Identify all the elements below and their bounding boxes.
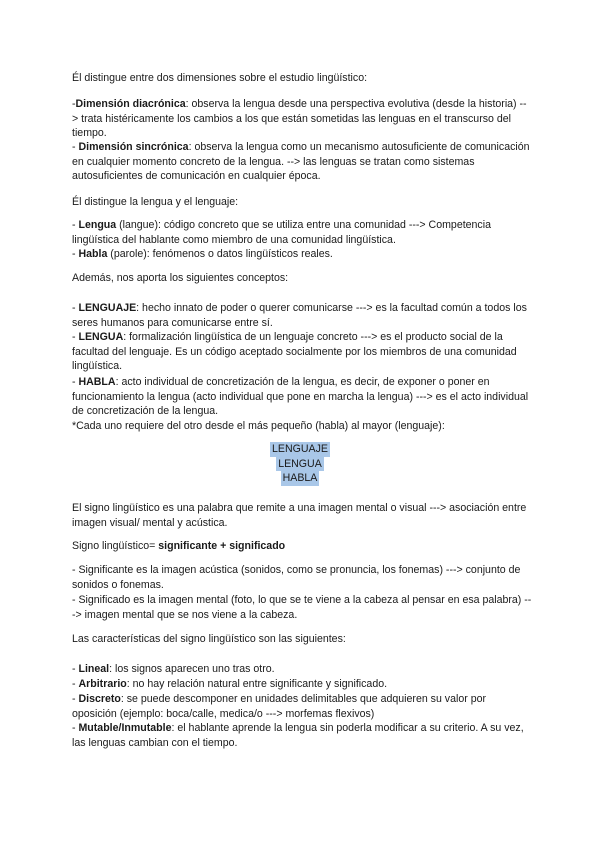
note-paragraph: *Cada uno requiere del otro desde el más pequeño (habla) al mayor (lenguaje): xyxy=(72,420,445,432)
caracteristicas-intro: Las características del signo lingüístico son las siguientes: xyxy=(72,633,346,645)
concepto-habla xyxy=(72,375,532,419)
signo-formula xyxy=(72,539,532,554)
hierarchy-lenguaje: LENGUAJE xyxy=(272,443,328,455)
concepto-lengua-term: LENGUA xyxy=(78,331,124,343)
concepto-lenguaje xyxy=(72,301,532,330)
mutable-item xyxy=(72,721,532,750)
lengua-text: (langue): código concreto que se utiliza entre una comunidad ---> Competencia lingüística del hablante como miembro de una comunidad lingüística. xyxy=(72,219,491,246)
lineal-prefix: - xyxy=(72,663,79,675)
conceptos-intro: Además, nos aporta los siguientes conceptos: xyxy=(72,272,289,284)
lenguaje-prefix: - xyxy=(72,302,79,314)
habla-prefix: - xyxy=(72,248,79,260)
arbitrario-text: : no hay relación natural entre significante y significado. xyxy=(126,678,388,690)
concepto-lengua-prefix: - xyxy=(72,331,79,343)
lineal-item xyxy=(72,662,532,677)
diacronica-text: : observa la lengua desde una perspectiva evolutiva (desde la historia) --> trata histéricamente los cambios a los que están sometidas las lenguas en el transcurso del tiempo. xyxy=(72,98,527,139)
discreto-text: : se puede descomponer en unidades delimitables que adquieren su valor por oposición (ejemplo: boca/calle, medica/o ---> morfemas flexivos) xyxy=(72,693,487,720)
concepto-lengua xyxy=(72,330,532,374)
sincronica-item xyxy=(72,140,532,184)
sincronica-term: Dimensión sincrónica xyxy=(78,141,189,153)
lineal-term: Lineal xyxy=(78,663,110,675)
sincronica-prefix: - xyxy=(72,141,79,153)
diacronica-prefix: - xyxy=(72,98,76,110)
lineal-text: : los signos aparecen uno tras otro. xyxy=(109,663,275,675)
significante-item: - Significante es la imagen acústica (sonidos, como se pronuncia, los fonemas) ---> conjunto de sonidos o fonemas. xyxy=(72,564,521,591)
arbitrario-item xyxy=(72,677,532,692)
discreto-term: Discreto xyxy=(78,693,121,705)
sincronica-text: : observa la lengua como un mecanismo autosuficiente de comunicación en cualquier momento concreto de la lengua. --> las lenguas se tratan como sistemas autosuficientes de comunicación en cualquier época. xyxy=(72,141,530,182)
arbitrario-term: Arbitrario xyxy=(78,678,127,690)
signo-formula-term: significante + significado xyxy=(158,540,286,552)
habla-definition xyxy=(72,247,532,262)
concepto-habla-prefix: - xyxy=(72,376,79,388)
mutable-prefix: - xyxy=(72,722,79,734)
lengua-definition xyxy=(72,218,532,247)
discreto-prefix: - xyxy=(72,693,79,705)
mutable-text: : el hablante aprende la lengua sin poderla modificar a su criterio. A su vez, las lenguas cambian con el tiempo. xyxy=(72,722,524,749)
lenguaje-text: : hecho innato de poder o querer comunicarse ---> es la facultad común a todos los seres humanos para comunicarse entre sí. xyxy=(72,302,527,329)
lengua-lenguaje-intro: Él distingue la lengua y el lenguaje: xyxy=(72,196,239,208)
lengua-term: Lengua xyxy=(78,219,117,231)
signo-intro: El signo lingüístico es una palabra que remite a una imagen mental o visual ---> asociación entre imagen visual/ mental y acústica. xyxy=(72,502,527,529)
hierarchy-lengua: LENGUA xyxy=(278,457,322,470)
arbitrario-prefix: - xyxy=(72,678,79,690)
concepto-habla-term: HABLA xyxy=(78,376,116,388)
habla-text: (parole): fenómenos o datos lingüísticos reales. xyxy=(107,248,333,260)
significado-item: - Significado es la imagen mental (foto, lo que se te viene a la cabeza al pensar en esa palabra) ---> imagen mental que se nos viene a la cabeza. xyxy=(72,594,532,621)
hierarchy-list xyxy=(0,442,600,486)
lenguaje-term: LENGUAJE xyxy=(78,302,137,314)
signo-formula-prefix: Signo lingüístico= xyxy=(72,540,159,552)
concepto-habla-text: : acto individual de concretización de la lengua, es decir, de exponer o poner en funcionamiento la lengua (acto individual que pone en marcha la lengua) ---> es el acto individual de concretización de la lengua. xyxy=(72,376,529,417)
hierarchy-habla: HABLA xyxy=(282,472,318,484)
diacronica-item xyxy=(72,97,532,141)
lengua-prefix: - xyxy=(72,219,79,231)
habla-term: Habla xyxy=(78,248,108,260)
mutable-term: Mutable/Inmutable xyxy=(78,722,172,734)
discreto-item xyxy=(72,692,532,721)
diacronica-term: Dimensión diacrónica xyxy=(75,98,186,110)
intro-paragraph: Él distingue entre dos dimensiones sobre el estudio lingüístico: xyxy=(72,72,368,84)
concepto-lengua-text: : formalización lingüística de un lenguaje concreto ---> es el producto social de la facultad del lenguaje. Es un código aceptado socialmente por los miembros de una comunidad lingüística. xyxy=(72,331,517,372)
